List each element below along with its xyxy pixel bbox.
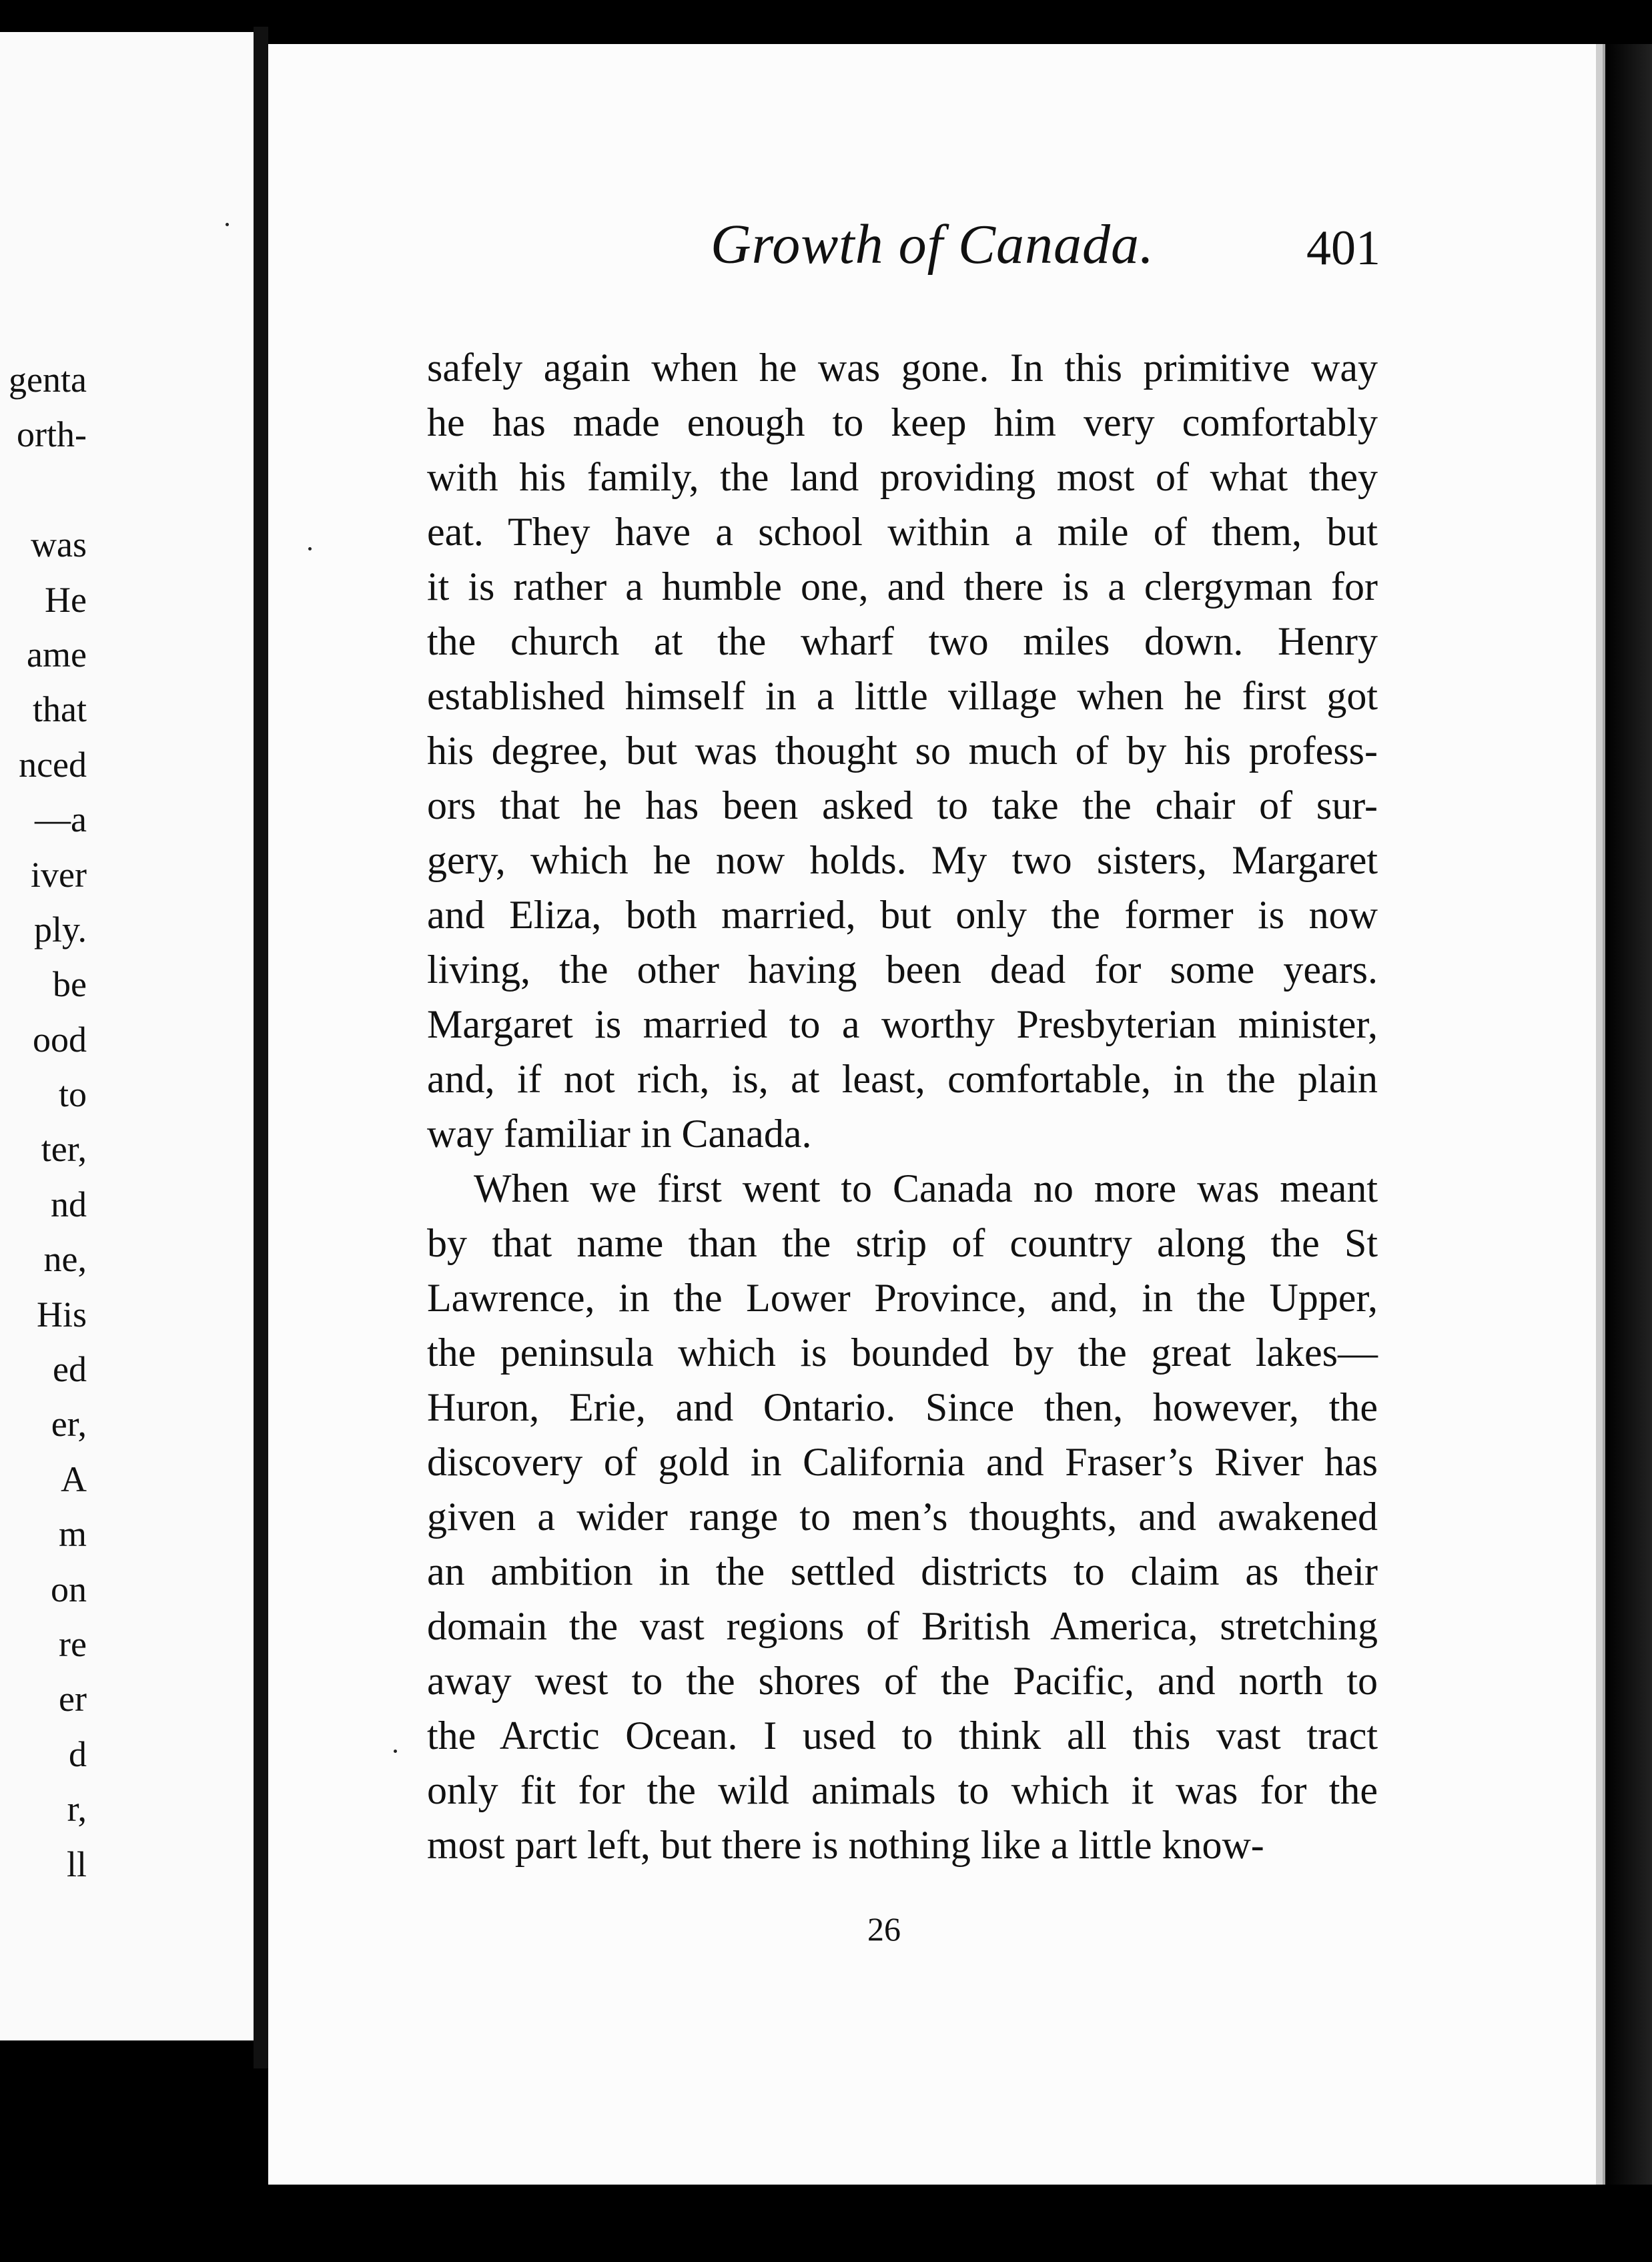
facing-page-fragment: er [59, 1679, 87, 1720]
dust-speck [226, 223, 229, 226]
text-line: away west to the shores of the Pacific, and north to [427, 1659, 1378, 1703]
facing-page-fragment: ame [27, 634, 87, 675]
facing-page-fragment: ply. [34, 909, 87, 950]
facing-page-fragment: ll [66, 1844, 87, 1884]
dust-speck [394, 1750, 397, 1753]
facing-page-fragment: nced [19, 744, 87, 785]
facing-page-fragment: to [58, 1074, 87, 1115]
text-line: safely again when he was gone. In this primitive way [427, 346, 1378, 390]
text-line: gery, which he now holds. My two sisters, Margaret [427, 838, 1378, 882]
text-line: the peninsula which is bounded by the great lakes— [427, 1331, 1378, 1375]
text-line: domain the vast regions of British America, stretching [427, 1604, 1378, 1648]
text-line: an ambition in the settled districts to claim as their [427, 1549, 1378, 1593]
text-line: living, the other having been dead for some years. [427, 948, 1378, 992]
facing-page [0, 32, 258, 2040]
text-line: eat. They have a school within a mile of them, but [427, 510, 1378, 554]
text-line: Margaret is married to a worthy Presbyterian minister, [427, 1002, 1378, 1046]
facing-page-fragment: on [51, 1569, 87, 1609]
facing-page-fragment: orth- [17, 414, 87, 455]
facing-page-fragment [0, 462, 87, 517]
facing-page-fragment: ter, [41, 1129, 87, 1170]
facing-page-fragment: er, [51, 1404, 87, 1445]
text-line: only fit for the wild animals to which it was for the [427, 1768, 1378, 1812]
text-line: Lawrence, in the Lower Province, and, in the Upper, [427, 1276, 1378, 1320]
text-line: the Arctic Ocean. I used to think all this vast tract [427, 1714, 1378, 1758]
text-line: by that name than the strip of country along the St [427, 1221, 1378, 1265]
printer-signature-mark: 26 [867, 1910, 901, 1948]
text-line: When we first went to Canada no more was meant [474, 1166, 1378, 1210]
facing-page-fragment: genta [9, 360, 87, 400]
paragraph [427, 1161, 1378, 1872]
text-line: discovery of gold in California and Fraser’s River has [427, 1440, 1378, 1484]
text-line: it is rather a humble one, and there is a clergyman for [427, 564, 1378, 609]
text-line: most part left, but there is nothing like a little know- [427, 1823, 1264, 1867]
body-text [427, 340, 1378, 1872]
facing-page-fragment: that [33, 689, 87, 730]
page-edge-shadow [1605, 44, 1652, 2185]
book-gutter [254, 27, 268, 2068]
facing-page-fragment: iver [31, 854, 87, 895]
facing-page-fragment: nd [51, 1184, 87, 1224]
facing-page-fragment: be [53, 964, 87, 1005]
text-line: ors that he has been asked to take the chair of sur- [427, 783, 1378, 827]
facing-page-fragment: A [61, 1459, 87, 1499]
facing-page-fragment: d [69, 1734, 87, 1774]
text-line: established himself in a little village when he first got [427, 674, 1378, 718]
facing-page-fragment: re [59, 1623, 87, 1664]
text-line: given a wider range to men’s thoughts, and awakened [427, 1495, 1378, 1539]
text-line: he has made enough to keep him very comfortably [427, 400, 1378, 444]
text-line: way familiar in Canada. [427, 1112, 812, 1156]
facing-page-fragment: He [45, 579, 87, 620]
text-line: the church at the wharf two miles down. Henry [427, 619, 1378, 663]
facing-page-fragment: ed [53, 1349, 87, 1390]
facing-page-fragment: —a [35, 799, 87, 840]
facing-page-text-fragments [0, 352, 87, 1892]
text-line: Huron, Erie, and Ontario. Since then, however, the [427, 1385, 1378, 1429]
facing-page-fragment: ood [33, 1019, 87, 1060]
facing-page-fragment: ne, [43, 1239, 87, 1280]
facing-page-fragment: His [36, 1294, 87, 1335]
page-number: 401 [1306, 221, 1380, 276]
paragraph [427, 340, 1378, 1161]
text-line: with his family, the land providing most of what they [427, 455, 1378, 499]
running-head: Growth of Canada. [711, 214, 1154, 276]
text-line: his degree, but was thought so much of by his profess- [427, 729, 1378, 773]
facing-page-fragment: r, [67, 1789, 87, 1830]
text-line: and Eliza, both married, but only the former is now [427, 893, 1378, 937]
text-line: and, if not rich, is, at least, comfortable, in the plain [427, 1057, 1378, 1101]
facing-page-fragment: m [58, 1514, 87, 1555]
dust-speck [308, 547, 312, 550]
facing-page-fragment: was [31, 524, 87, 565]
